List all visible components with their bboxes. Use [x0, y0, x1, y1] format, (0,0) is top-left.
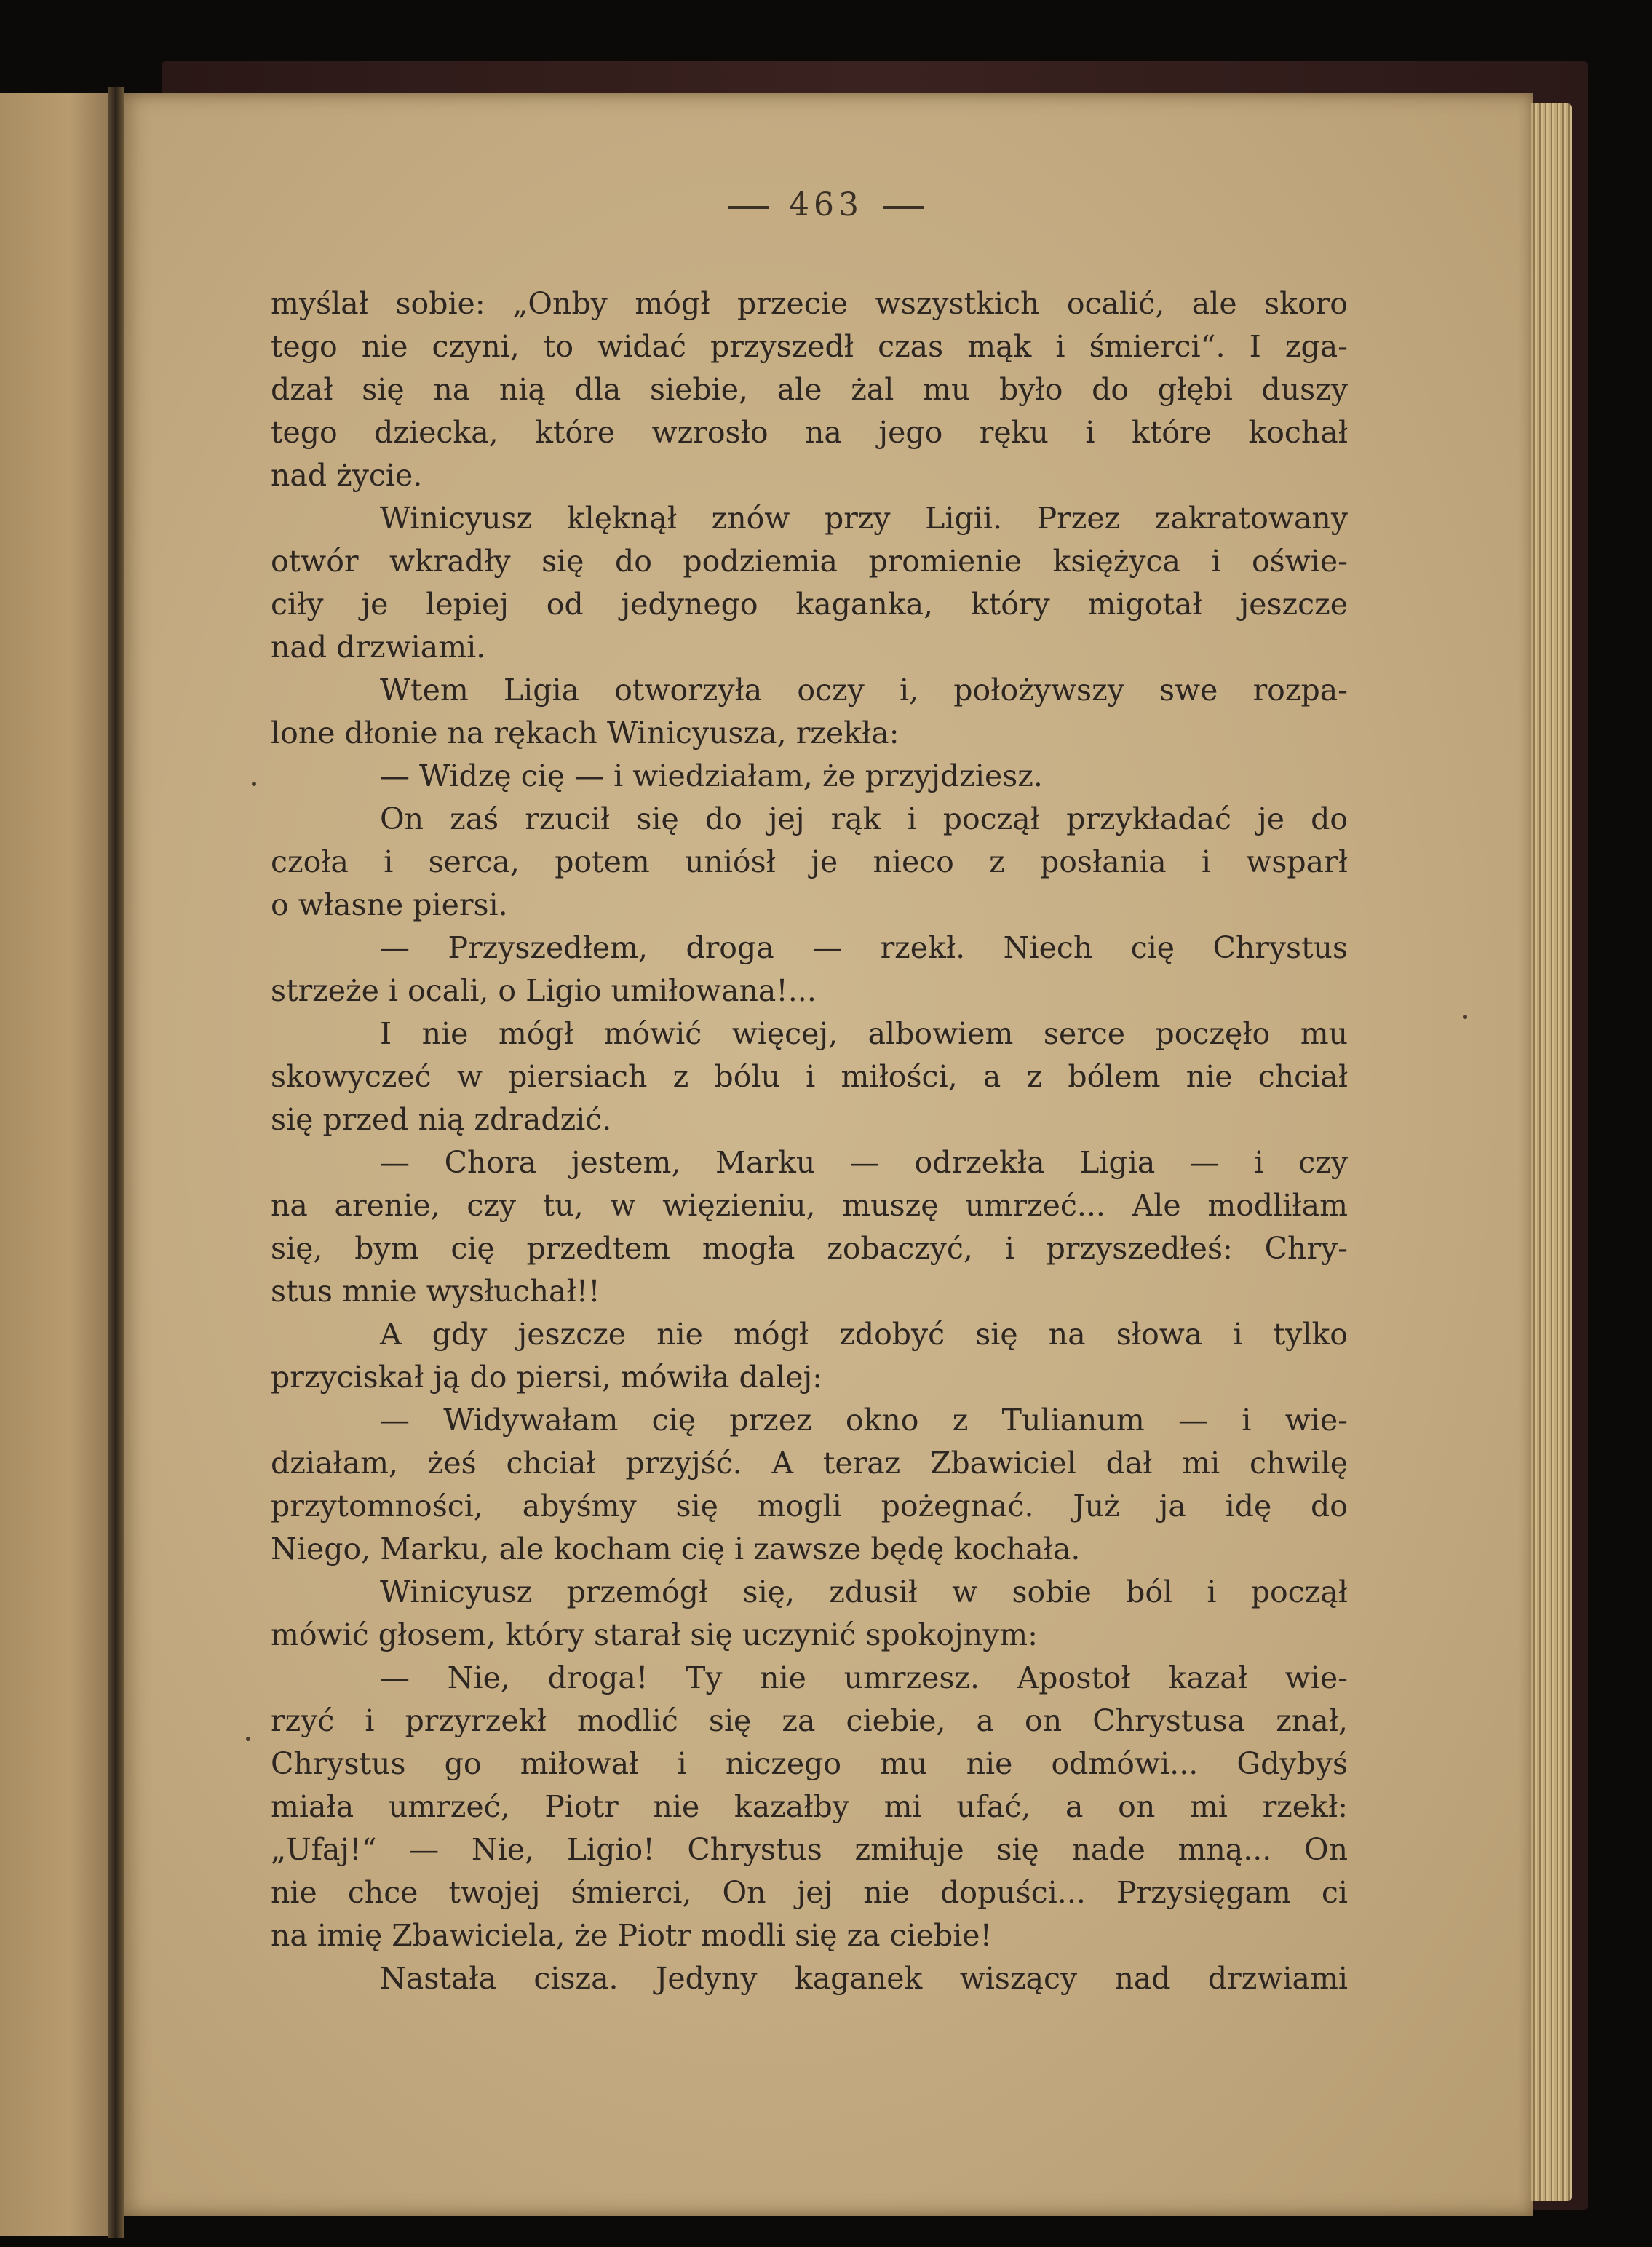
text-line: przyciskał ją do piersi, mówiła dalej: — [271, 1360, 823, 1395]
text-line: — Przyszedłem, droga — rzekł. Niech cię Chrystus — [380, 930, 1348, 965]
text-line: tego dziecka, które wzrosło na jego ręku i które kochał — [271, 415, 1348, 450]
text-line: myślał sobie: „Onby mógł przecie wszystkich ocalić, ale skoro — [271, 286, 1348, 321]
dust-speck — [252, 782, 256, 786]
text-line: nie chce twojej śmierci, On jej nie dopuści... Przysięgam ci — [271, 1875, 1348, 1910]
text-line: przytomności, abyśmy się mogli pożegnać. Już ja idę do — [271, 1489, 1348, 1523]
text-line: otwór wkradły się do podziemia promienie księżyca i oświe- — [271, 544, 1348, 579]
text-line: — Widywałam cię przez okno z Tulianum — i wie- — [380, 1403, 1348, 1438]
text-line: I nie mógł mówić więcej, albowiem serce poczęło mu — [380, 1016, 1348, 1051]
text-line: się przed nią zdradzić. — [271, 1102, 612, 1137]
text-line: stus mnie wysłuchał!! — [271, 1274, 600, 1309]
dust-speck — [246, 1737, 250, 1741]
text-line: Niego, Marku, ale kocham cię i zawsze będę kochała. — [271, 1531, 1081, 1566]
text-line: na arenie, czy tu, w więzieniu, muszę umrzeć... Ale modliłam — [271, 1188, 1348, 1223]
text-line: Chrystus go miłował i niczego mu nie odmówi... Gdybyś — [271, 1746, 1348, 1781]
text-line: „Ufaj!“ — Nie, Ligio! Chrystus zmiłuje się nade mną... On — [271, 1832, 1348, 1867]
text-line: Nastała cisza. Jedyny kaganek wiszący nad drzwiami — [380, 1961, 1348, 1996]
text-line: lone dłonie na rękach Winicyusza, rzekła: — [271, 716, 900, 750]
text-line: nad życie. — [271, 458, 423, 493]
text-line: On zaś rzucił się do jej rąk i począł przykładać je do — [380, 801, 1348, 836]
text-line: ciły je lepiej od jedynego kaganka, który migotał jeszcze — [271, 587, 1348, 622]
header-dash-right — [883, 206, 924, 209]
text-line: Winicyusz przemógł się, zdusił w sobie ból i począł — [380, 1574, 1348, 1609]
text-line: Winicyusz klęknął znów przy Ligii. Przez zakratowany — [380, 501, 1348, 536]
book-gutter — [108, 87, 124, 2238]
text-line: mówić głosem, który starał się uczynić spokojnym: — [271, 1617, 1038, 1652]
text-line: działam, żeś chciał przyjść. A teraz Zbawiciel dał mi chwilę — [271, 1446, 1348, 1481]
body-text — [271, 282, 1348, 2000]
text-line: rzyć i przyrzekł modlić się za ciebie, a on Chrystusa znał, — [271, 1703, 1348, 1738]
text-line: Wtem Ligia otworzyła oczy i, położywszy swe rozpa- — [380, 673, 1348, 708]
dust-speck — [1463, 1015, 1467, 1019]
page-header — [119, 186, 1533, 223]
header-dash-left — [728, 206, 769, 209]
text-line: A gdy jeszcze nie mógł zdobyć się na słowa i tylko — [380, 1317, 1348, 1352]
text-line: nad drzwiami. — [271, 630, 486, 665]
page-stack-edges — [1531, 103, 1572, 2201]
left-page-edge — [0, 93, 115, 2236]
text-line: o własne piersi. — [271, 887, 508, 922]
text-line: strzeże i ocali, o Ligio umiłowana!... — [271, 973, 817, 1008]
text-line: tego nie czyni, to widać przyszedł czas mąk i śmierci“. I zga- — [271, 329, 1348, 364]
text-line: — Nie, droga! Ty nie umrzesz. Apostoł kazał wie- — [380, 1660, 1348, 1695]
text-line: miała umrzeć, Piotr nie kazałby mi ufać, a on mi rzekł: — [271, 1789, 1348, 1824]
page-number: 463 — [789, 186, 863, 223]
text-line: skowyczeć w piersiach z bólu i miłości, a z bólem nie chciał — [271, 1059, 1348, 1094]
text-line: na imię Zbawiciela, że Piotr modli się za ciebie! — [271, 1918, 993, 1953]
text-line: dzał się na nią dla siebie, ale żal mu było do głębi duszy — [271, 372, 1348, 407]
text-line: — Chora jestem, Marku — odrzekła Ligia — i czy — [380, 1145, 1348, 1180]
text-line: się, bym cię przedtem mogła zobaczyć, i przyszedłeś: Chry- — [271, 1231, 1348, 1266]
text-line: czoła i serca, potem uniósł je nieco z posłania i wsparł — [271, 844, 1348, 879]
text-line: — Widzę cię — i wiedziałam, że przyjdziesz. — [380, 758, 1043, 793]
